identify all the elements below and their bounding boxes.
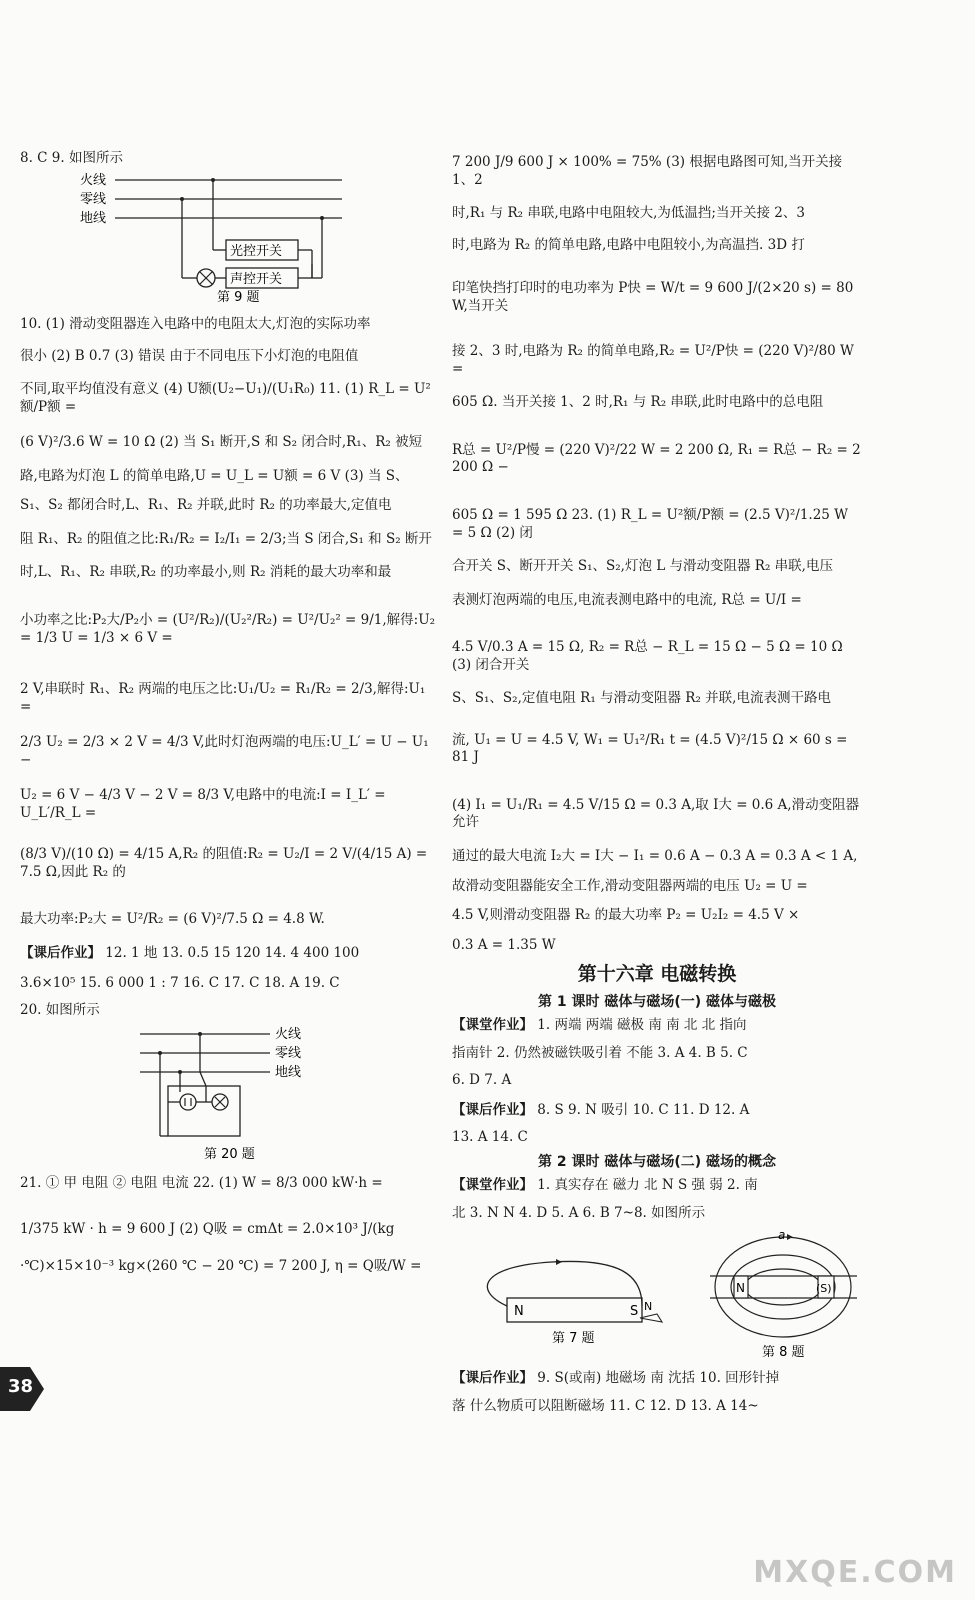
page-number: 38 <box>8 1376 34 1397</box>
figure-caption: 第 7 题 <box>552 1331 595 1347</box>
text-line: 北 3. N N 4. D 5. A 6. B 7~8. 如图所示 <box>452 1204 706 1221</box>
text-line: 故滑动变阻器能安全工作,滑动变阻器两端的电压 U₂ = U = <box>452 877 808 894</box>
text-line: 路,电路为灯泡 L 的简单电路,U = U_L = U额 = 6 V (3) 当 S、 <box>20 467 409 484</box>
figure-7 <box>487 1259 662 1346</box>
section-tag: 【课后作业】 <box>452 1101 533 1118</box>
text-line: 表测灯泡两端的电压,电流表测电路中的电流, R总 = U/I = <box>452 591 802 608</box>
text-line: (6 V)²/3.6 W = 10 Ω (2) 当 S₁ 断开,S 和 S₂ 闭合时,R₁、R₂ 被短 <box>20 434 423 451</box>
lesson-title: 第 2 课时 磁体与磁场(二) 磁场的概念 <box>537 1153 777 1170</box>
text-line: 20. 如图所示 <box>20 1002 100 1019</box>
wire-label: 地线 <box>275 1064 302 1080</box>
text-line: 605 Ω. 当开关接 1、2 时,R₁ 与 R₂ 串联,此时电路中的总电阻 <box>452 394 824 411</box>
answer-text: 1. 两端 两端 磁极 南 南 北 北 指向 <box>533 1017 747 1034</box>
answer-text: 12. 1 地 13. 0.5 15 120 14. 4 400 100 <box>101 945 360 962</box>
section-tag: 【课堂作业】 <box>452 1177 533 1194</box>
answer-text: 9. S(或南) 地磁场 南 沈括 10. 回形针掉 <box>533 1370 780 1387</box>
section-tag: 【课后作业】 <box>20 945 101 962</box>
circuit-diagram-20 <box>130 1024 330 1164</box>
pole-label: N <box>514 1304 524 1320</box>
switch-label: 光控开关 <box>230 243 283 259</box>
text-line: 通过的最大电流 I₂大 = I大 − I₁ = 0.6 A − 0.3 A = 0.3 A < 1 A, <box>452 848 858 865</box>
text-line: 时,L、R₁、R₂ 串联,R₂ 的功率最小,则 R₂ 消耗的最大功率和最 <box>20 564 392 581</box>
pole-label: (S) <box>816 1282 832 1296</box>
text-line: 小功率之比:P₂大/P₂小 = (U²/R₂)/(U₂²/R₂) = U²/U₂² = 9/1,解得:U₂ = 1/3 U = 1/3 × 6 V = <box>20 612 436 646</box>
text-line: 指南针 2. 仍然被磁铁吸引着 不能 3. A 4. B 5. C <box>452 1044 748 1061</box>
switch-label: 声控开关 <box>230 271 283 287</box>
left-column <box>20 150 440 1276</box>
text-line: 0.3 A = 1.35 W <box>452 936 556 953</box>
right-column <box>452 150 862 1415</box>
figure-caption: 第 9 题 <box>217 289 260 305</box>
wire-label: 零线 <box>275 1045 302 1061</box>
arrow-icon <box>787 1234 793 1240</box>
bar-magnet <box>507 1298 642 1322</box>
watermark <box>753 1490 957 1590</box>
wire-label: 火线 <box>80 172 107 188</box>
text-line: 3.6×10⁵ 15. 6 000 1 : 7 16. C 17. C 18. A 19. C <box>20 974 340 991</box>
text-line: 最大功率:P₂大 = U²/R₂ = (6 V)²/7.5 Ω = 4.8 W. <box>20 911 325 928</box>
text-line: (4) I₁ = U₁/R₁ = 4.5 V/15 Ω = 0.3 A,取 I大 = 0.6 A,滑动变阻器允许 <box>452 796 860 831</box>
text-line: U₂ = 6 V − 4/3 V − 2 V = 8/3 V,电路中的电流:I = I_L′ = U_L′/R_L = <box>20 787 386 821</box>
text-line <box>452 1370 862 1388</box>
text-line: 流, U₁ = U = 4.5 V, W₁ = U₁²/R₁ t = (4.5 V)²/15 Ω × 60 s = 81 J <box>452 731 848 766</box>
text-line: (8/3 V)/(10 Ω) = 4/15 A,R₂ 的阻值:R₂ = U₂/I = 2 V/(4/15 A) = 7.5 Ω,因此 R₂ 的 <box>20 846 428 880</box>
text-line: 13. A 14. C <box>452 1129 528 1146</box>
figures-7-8 <box>452 1228 862 1368</box>
text-line: 7 200 J/9 600 J × 100% = 75% (3) 根据电路图可知,当开关接 1、2 <box>452 154 843 188</box>
section-tag: 【课堂作业】 <box>452 1017 533 1034</box>
answer-text: 1. 真实存在 磁力 北 N S 强 弱 2. 南 <box>533 1177 758 1194</box>
text-line: 印笔快挡打印时的电功率为 P快 = W/t = 9 600 J/(2×20 s) = 80 W,当开关 <box>452 280 854 314</box>
text-line: 时,电路为 R₂ 的简单电路,电路中电阻较小,为高温挡. 3D 打 <box>452 236 805 253</box>
figure-8 <box>710 1228 857 1360</box>
text-line <box>20 945 440 963</box>
figure-caption: 第 20 题 <box>204 1146 255 1162</box>
text-line <box>452 1017 862 1035</box>
wire-label: 零线 <box>80 191 107 207</box>
figure-caption: 第 8 题 <box>762 1345 805 1361</box>
text-line: 2/3 U₂ = 2/3 × 2 V = 4/3 V,此时灯泡两端的电压:U_L′ = U − U₁ − <box>20 734 429 768</box>
text-line: 接 2、3 时,电路为 R₂ 的简单电路,R₂ = U²/P快 = (220 V)²/80 W = <box>452 343 854 377</box>
chapter-title: 第十六章 电磁转换 <box>577 963 737 986</box>
text-line: 4.5 V/0.3 A = 15 Ω, R₂ = R总 − R_L = 15 Ω − 5 Ω = 10 Ω (3) 闭合开关 <box>452 639 843 673</box>
text-line: 时,R₁ 与 R₂ 串联,电路中电阻较大,为低温挡;当开关接 2、3 <box>452 205 805 222</box>
section-tag: 【课后作业】 <box>452 1370 533 1387</box>
text-line: 阻 R₁、R₂ 的阻值之比:R₁/R₂ = I₂/I₁ = 2/3;当 S 闭合,S₁ 和 S₂ 断开 <box>20 530 432 547</box>
text-line: S、S₁、S₂,定值电阻 R₁ 与滑动变阻器 R₂ 并联,电流表测干路电 <box>452 690 831 707</box>
text-line <box>452 1102 862 1120</box>
needle-label: N <box>644 1300 653 1314</box>
text-line: 很小 (2) B 0.7 (3) 错误 由于不同电压下小灯泡的电阻值 <box>20 347 359 364</box>
figure-20 <box>130 1024 330 1170</box>
text-line: 合开关 S、断开开关 S₁、S₂,灯泡 L 与滑动变阻器 R₂ 串联,电压 <box>452 558 833 575</box>
text-line: 605 Ω = 1 595 Ω 23. (1) R_L = U²额/P额 = (2.5 V)²/1.25 W = 5 Ω (2) 闭 <box>452 507 849 541</box>
text-line: 10. (1) 滑动变阻器连入电路中的电阻太大,灯泡的实际功率 <box>20 316 371 333</box>
arrow-icon <box>556 1259 562 1265</box>
text-line: ·℃)×15×10⁻³ kg×(260 ℃ − 20 ℃) = 7 200 J, η = Q吸/W = <box>20 1258 422 1275</box>
point-label: a <box>778 1228 786 1243</box>
text-line: 6. D 7. A <box>452 1072 512 1089</box>
text-line: 不同,取平均值没有意义 (4) U额(U₂−U₁)/(U₁R₀) 11. (1) R_L = U²额/P额 = <box>20 381 431 415</box>
text-line: 1/375 kW · h = 9 600 J (2) Q吸 = cmΔt = 2.0×10³ J/(kg <box>20 1220 395 1237</box>
pole-label: N <box>736 1281 745 1296</box>
text-line: R总 = U²/P慢 = (220 V)²/22 W = 2 200 Ω, R₁ = R总 − R₂ = 2 200 Ω − <box>452 441 861 476</box>
compass-needle-icon <box>640 1314 662 1322</box>
socket-icon <box>180 1094 196 1110</box>
text-line: 8. C 9. 如图所示 <box>20 150 123 166</box>
wire-label: 火线 <box>275 1026 302 1042</box>
answer-text: 8. S 9. N 吸引 10. C 11. D 12. A <box>533 1101 750 1118</box>
lesson-title: 第 1 课时 磁体与磁场(一) 磁体与磁极 <box>537 993 777 1010</box>
circuit-diagram-9 <box>80 170 380 305</box>
figure-9 <box>80 170 380 311</box>
magnet-diagrams <box>452 1228 862 1368</box>
text-line: 落 什么物质可以阻断磁场 11. C 12. D 13. A 14~ <box>452 1397 759 1414</box>
wire-label: 地线 <box>80 210 107 226</box>
text-line: 2 V,串联时 R₁、R₂ 两端的电压之比:U₁/U₂ = R₁/R₂ = 2/3,解得:U₁ = <box>20 681 426 715</box>
text-line: 21. ① 甲 电阻 ② 电阻 电流 22. (1) W = 8/3 000 kW·h = <box>20 1175 383 1192</box>
watermark-text: MXQE.COM <box>753 1555 957 1590</box>
page-number-badge <box>0 1367 44 1411</box>
pole-label: S <box>630 1304 639 1320</box>
text-line: S₁、S₂ 都闭合时,L、R₁、R₂ 并联,此时 R₂ 的功率最大,定值电 <box>20 497 392 514</box>
text-line: 4.5 V,则滑动变阻器 R₂ 的最大功率 P₂ = U₂I₂ = 4.5 V × <box>452 907 800 924</box>
text-line <box>452 1177 862 1195</box>
